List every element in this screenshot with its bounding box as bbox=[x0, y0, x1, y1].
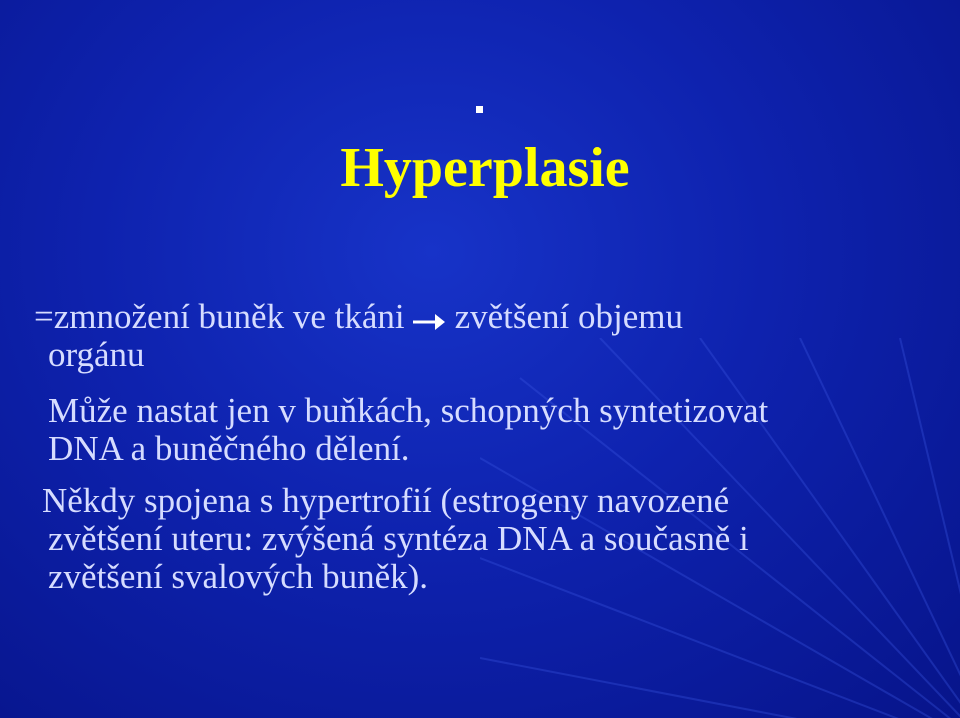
right-arrow-icon bbox=[411, 309, 447, 331]
slide-title: Hyperplasie bbox=[340, 137, 630, 199]
paragraph-occurrence bbox=[48, 392, 768, 468]
definition-text: =zmnožení buněk ve tkáni bbox=[34, 297, 405, 336]
paragraph-line: Může nastat jen v buňkách, schopných syntetizovat bbox=[48, 391, 769, 430]
paragraph-line: Někdy spojena s hypertrofií (estrogeny navozené bbox=[42, 481, 730, 520]
square-bullet-icon bbox=[476, 106, 483, 113]
paragraph-line: zvětšení uteru: zvýšená syntéza DNA a současně i bbox=[48, 519, 749, 558]
paragraph-line: zvětšení svalových buněk). bbox=[48, 557, 429, 596]
paragraph-line: orgánu bbox=[48, 335, 145, 374]
paragraph-line: DNA a buněčného dělení. bbox=[48, 429, 410, 468]
paragraph-definition bbox=[34, 298, 683, 374]
paragraph-line bbox=[34, 298, 683, 336]
definition-result-text: zvětšení objemu bbox=[454, 297, 683, 336]
paragraph-hypertrophy bbox=[42, 482, 749, 596]
